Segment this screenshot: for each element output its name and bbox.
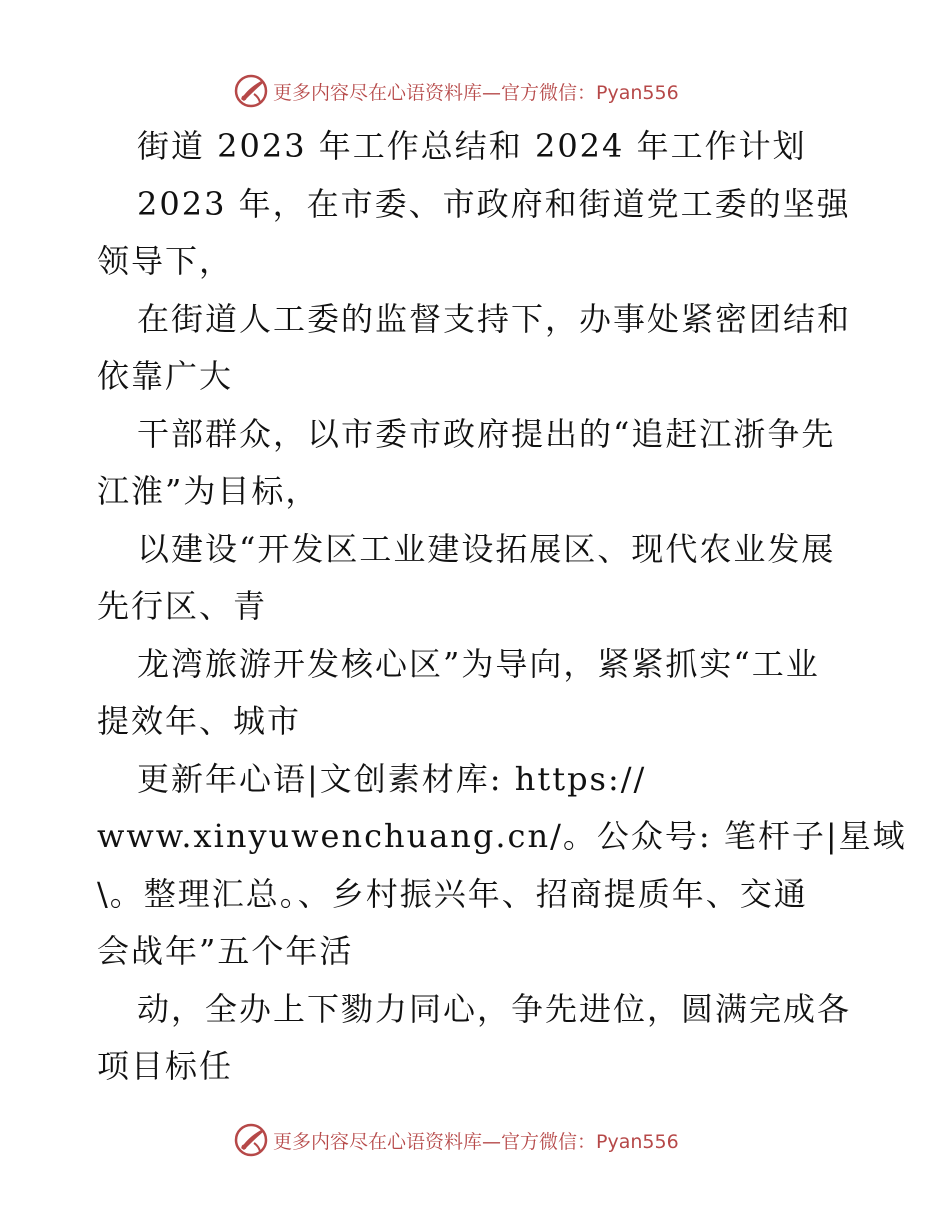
paragraph-line: 先行区、青 — [97, 587, 268, 625]
paragraph-line: 江淮”为目标， — [97, 472, 320, 510]
paragraph-line: 动，全办上下勠力同心，争先进位，圆满完成各 — [137, 989, 852, 1028]
document-title: 街道 2023 年工作总结和 2024 年工作计划 — [137, 127, 807, 165]
footer-watermark-banner — [232, 1120, 679, 1160]
paragraph-line: 干部群众，以市委市政府提出的“追赶江浙争先 — [137, 414, 836, 453]
paragraph-line: 以建设“开发区工业建设拓展区、现代农业发展 — [137, 529, 836, 568]
paragraph-line: 龙湾旅游开发核心区”为导向，紧紧抓实“工业 — [137, 644, 820, 683]
paragraph-line: \。整理汇总。、乡村振兴年、招商提质年、交通 — [97, 874, 808, 913]
paragraph-line: 2023 年，在市委、市政府和街道党工委的坚强 — [137, 184, 851, 223]
watermark-text: 更多内容尽在心语资料库—官方微信：Pyan556 — [273, 81, 679, 104]
document-body — [97, 118, 907, 1096]
paragraph-line: 在街道人工委的监督支持下，办事处紧密团结和 — [137, 299, 852, 338]
paragraph-line: www.xinyuwenchuang.cn/。公众号: 笔杆子|星域 — [97, 817, 907, 855]
paragraph-line: 会战年”五个年活 — [97, 932, 354, 970]
paragraph-line: 项目标任 — [97, 1047, 234, 1085]
ink-brush-logo-icon — [232, 72, 270, 110]
ink-brush-logo-icon — [232, 1121, 270, 1159]
header-watermark-banner — [232, 71, 679, 111]
paragraph-line: 提效年、城市 — [97, 702, 302, 740]
paragraph-line: 更新年心语|文创素材库: https:// — [137, 759, 647, 798]
paragraph-line: 依靠广大 — [97, 357, 234, 395]
paragraph-line: 领导下， — [97, 242, 234, 280]
watermark-text: 更多内容尽在心语资料库—官方微信：Pyan556 — [273, 1130, 679, 1153]
